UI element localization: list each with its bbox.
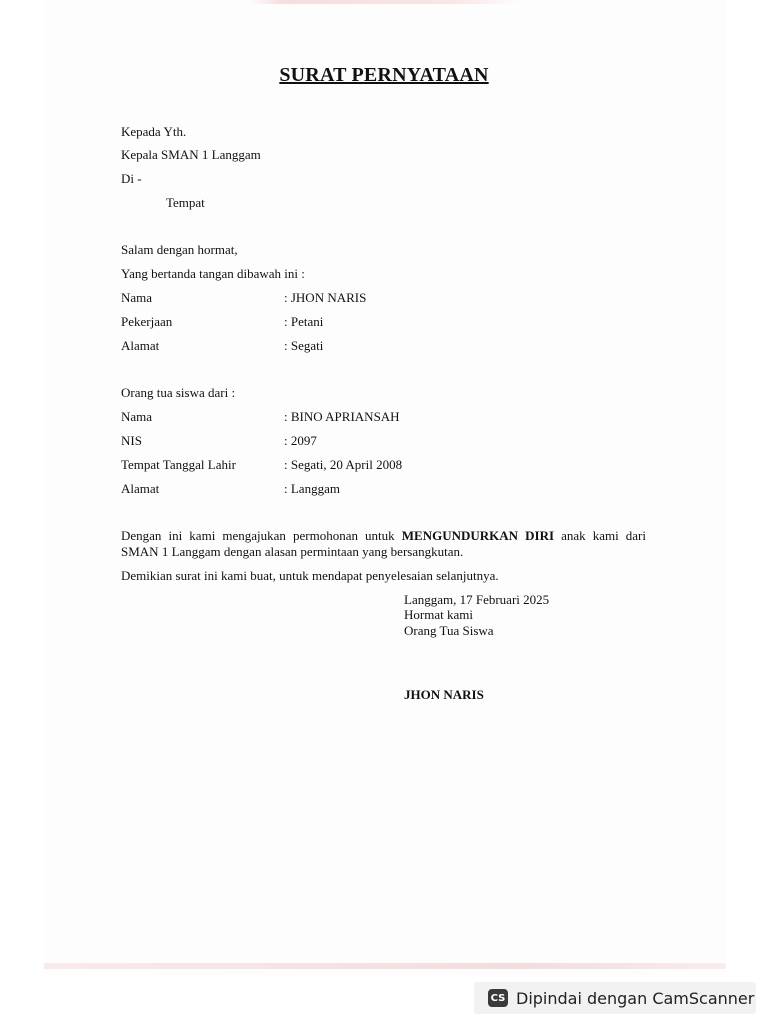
student-birth-value: : Segati, 20 April 2008 <box>284 457 403 472</box>
parent-job-label: Pekerjaan <box>121 314 173 329</box>
student-name-label: Nama <box>121 409 153 424</box>
student-address-value: : Langgam <box>284 481 340 496</box>
camscanner-label: Dipindai dengan CamScanner <box>516 988 755 1008</box>
closing-paragraph: Demikian surat ini kami buat, untuk mendapat penyelesaian selanjutnya. <box>121 568 499 583</box>
student-birth-label: Tempat Tanggal Lahir <box>121 457 236 472</box>
recipient-line-4: Tempat <box>166 195 205 210</box>
student-nis-value: : 2097 <box>284 433 317 448</box>
student-intro: Orang tua siswa dari : <box>121 385 236 400</box>
signature-name: JHON NARIS <box>404 687 484 702</box>
document-title: SURAT PERNYATAAN <box>279 64 489 86</box>
request-keyword: MENGUNDURKAN DIRI <box>401 528 555 543</box>
signature-place-date: Langgam, 17 Februari 2025 <box>404 592 550 607</box>
parent-job-value: : Petani <box>284 314 324 329</box>
student-nis-label: NIS <box>121 433 142 448</box>
recipient-line-1: Kepada Yth. <box>121 124 187 139</box>
request-paragraph <box>121 528 646 560</box>
recipient-line-2: Kepala SMAN 1 Langgam <box>121 147 261 162</box>
parent-name-label: Nama <box>121 290 153 305</box>
request-text-start: Dengan ini kami mengajukan permohonan untuk <box>121 528 402 543</box>
parent-address-label: Alamat <box>121 338 160 353</box>
signature-closing: Hormat kami <box>404 607 473 622</box>
scan-edge-bottom <box>44 963 726 969</box>
request-text-end: anak kami dari SMAN 1 Langgam dengan alasan permintaan yang bersangkutan. <box>121 528 646 559</box>
camscanner-logo-icon: CS <box>488 989 508 1007</box>
parent-address-value: : Segati <box>284 338 324 353</box>
student-address-label: Alamat <box>121 481 160 496</box>
scan-edge-top <box>44 0 726 4</box>
signature-role: Orang Tua Siswa <box>404 623 494 638</box>
greeting: Salam dengan hormat, <box>121 242 238 257</box>
intro-line: Yang bertanda tangan dibawah ini : <box>121 266 305 281</box>
student-name-value: : BINO APRIANSAH <box>284 409 400 424</box>
recipient-line-3: Di - <box>121 171 142 186</box>
camscanner-watermark <box>474 982 756 1014</box>
parent-name-value: : JHON NARIS <box>284 290 367 305</box>
